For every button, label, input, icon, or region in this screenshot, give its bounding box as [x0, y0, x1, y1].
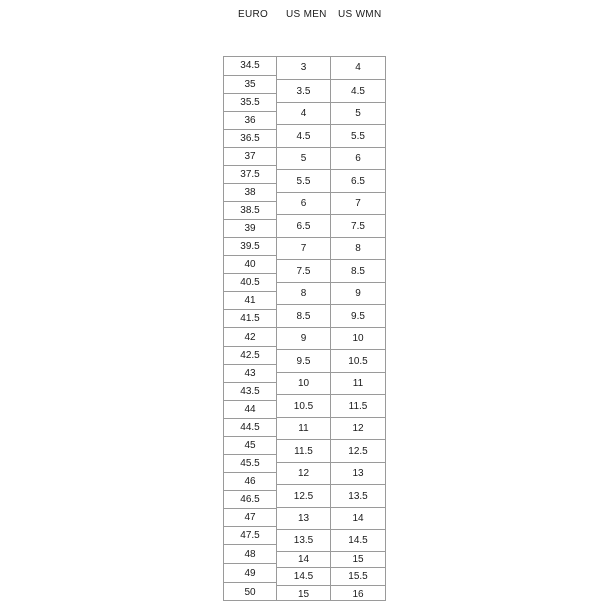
euro-column: [223, 56, 277, 601]
us-wmn-size-value: 8.5: [351, 265, 365, 277]
us-wmn-size-cell: [331, 507, 385, 529]
us-wmn-size-cell: [331, 124, 385, 147]
us-men-size-value: 9.5: [296, 355, 311, 367]
us-men-size-cell: [277, 79, 330, 102]
euro-size-value: 35: [244, 79, 256, 90]
euro-size-cell: [224, 237, 276, 255]
us-wmn-size-value: 7.5: [351, 220, 365, 232]
euro-size-value: 38.5: [240, 205, 260, 216]
euro-size-value: 43.5: [240, 386, 260, 397]
us-men-size-value: 3.5: [296, 85, 311, 97]
us-wmn-size-value: 12: [352, 423, 364, 434]
euro-size-value: 47.5: [240, 530, 260, 541]
us-men-size-cell: [277, 192, 330, 214]
euro-size-cell: [224, 544, 276, 563]
us-men-size-value: 8.5: [296, 310, 311, 322]
us-men-size-cell: [277, 282, 330, 304]
us-men-size-value: 11.5: [294, 445, 313, 457]
euro-size-value: 39.5: [240, 241, 260, 252]
us-men-header: US MEN: [286, 9, 327, 20]
us-men-size-cell: [277, 102, 330, 124]
euro-size-cell: [224, 563, 276, 582]
euro-size-value: 41: [244, 295, 256, 306]
us-wmn-size-value: 13: [352, 468, 364, 479]
euro-size-value: 41.5: [240, 313, 260, 324]
us-wmn-size-cell: [331, 585, 385, 602]
us-wmn-size-cell: [331, 192, 385, 214]
us-wmn-size-cell: [331, 551, 385, 567]
euro-size-cell: [224, 57, 276, 75]
us-men-size-value: 11: [298, 423, 309, 434]
us-wmn-size-value: 13.5: [348, 490, 368, 502]
euro-size-value: 44.5: [240, 422, 260, 433]
euro-size-value: 45: [244, 440, 256, 451]
us-men-size-value: 3: [300, 62, 307, 73]
us-men-size-cell: [277, 507, 330, 529]
us-wmn-size-cell: [331, 372, 385, 394]
us-men-size-value: 10.5: [293, 400, 314, 412]
us-wmn-size-cell: [331, 439, 385, 462]
euro-size-value: 49: [244, 567, 256, 579]
us-wmn-size-value: 6: [355, 153, 361, 164]
euro-size-cell: [224, 508, 276, 526]
us-wmn-size-value: 4.5: [351, 85, 365, 97]
euro-size-value: 42.5: [240, 350, 260, 361]
us-wmn-size-cell: [331, 282, 385, 304]
us-men-size-value: 10: [297, 378, 310, 389]
us-wmn-size-value: 5: [355, 108, 361, 119]
euro-size-value: 38: [244, 187, 256, 198]
us-wmn-size-cell: [331, 214, 385, 237]
euro-size-value: 35.5: [240, 97, 260, 108]
us-wmn-size-value: 11.5: [348, 400, 368, 412]
us-wmn-size-cell: [331, 79, 385, 102]
euro-size-cell: [224, 454, 276, 472]
euro-size-cell: [224, 201, 276, 219]
us-wmn-size-value: 14: [352, 513, 364, 524]
euro-size-value: 37: [244, 151, 256, 162]
euro-size-value: 36.5: [240, 133, 260, 144]
us-wmn-size-value: 10: [352, 333, 364, 344]
us-men-size-cell: [277, 169, 330, 192]
us-men-size-cell: [277, 417, 330, 439]
us-men-size-value: 5.5: [296, 175, 311, 187]
euro-size-value: 42: [244, 331, 256, 343]
us-wmn-column: [331, 56, 386, 601]
us-wmn-size-value: 4: [355, 62, 361, 73]
euro-size-cell: [224, 273, 276, 291]
us-men-size-value: 9: [300, 333, 307, 344]
us-men-size-cell: [277, 214, 330, 237]
us-wmn-size-value: 12.5: [348, 445, 368, 457]
us-men-size-value: 14: [297, 554, 310, 565]
us-men-size-cell: [277, 304, 330, 327]
us-wmn-size-value: 11: [352, 378, 364, 389]
euro-size-value: 36: [244, 115, 256, 126]
euro-size-cell: [224, 490, 276, 508]
us-men-size-cell: [277, 529, 330, 551]
us-men-size-value: 14.5: [293, 571, 314, 582]
euro-size-cell: [224, 472, 276, 490]
euro-size-value: 43: [244, 368, 256, 379]
euro-size-cell: [224, 255, 276, 273]
us-men-size-cell: [277, 124, 330, 147]
euro-size-cell: [224, 418, 276, 436]
euro-size-value: 50: [244, 587, 256, 598]
euro-size-cell: [224, 183, 276, 201]
us-men-size-cell: [277, 484, 330, 507]
us-men-size-value: 13.5: [293, 535, 314, 546]
us-wmn-size-cell: [331, 259, 385, 282]
us-wmn-size-cell: [331, 147, 385, 169]
us-men-size-cell: [277, 462, 330, 484]
us-wmn-size-value: 15.5: [348, 571, 368, 582]
us-wmn-size-cell: [331, 484, 385, 507]
euro-size-cell: [224, 165, 276, 183]
us-wmn-size-value: 10.5: [348, 355, 368, 367]
euro-size-value: 37.5: [240, 169, 260, 180]
euro-size-value: 46.5: [240, 494, 260, 505]
us-men-size-value: 12.5: [293, 490, 314, 502]
euro-size-value: 45.5: [240, 458, 260, 469]
euro-size-value: 48: [244, 548, 256, 560]
euro-size-cell: [224, 400, 276, 418]
euro-size-value: 39: [244, 223, 256, 234]
us-men-size-value: 15: [297, 588, 310, 600]
us-men-size-cell: [277, 394, 330, 417]
euro-size-cell: [224, 327, 276, 346]
euro-size-cell: [224, 526, 276, 544]
us-men-size-cell: [277, 372, 330, 394]
us-men-column: [277, 56, 331, 601]
us-men-size-value: 5: [300, 153, 307, 164]
euro-size-cell: [224, 219, 276, 237]
us-men-size-value: 6: [300, 198, 307, 209]
us-men-size-cell: [277, 327, 330, 349]
us-men-size-value: 12: [297, 468, 310, 479]
us-wmn-size-value: 8: [355, 243, 361, 254]
us-men-size-value: 4.5: [296, 130, 311, 142]
us-men-size-cell: [277, 237, 330, 259]
euro-size-cell: [224, 75, 276, 93]
us-men-size-cell: [277, 57, 330, 79]
euro-size-cell: [224, 291, 276, 309]
euro-size-cell: [224, 436, 276, 454]
us-men-size-cell: [277, 567, 330, 585]
us-men-size-value: 7: [300, 243, 307, 254]
us-wmn-size-value: 6.5: [351, 175, 365, 187]
us-wmn-size-value: 14.5: [348, 535, 368, 546]
us-men-size-cell: [277, 585, 330, 602]
us-wmn-header: US WMN: [338, 9, 382, 20]
us-wmn-size-cell: [331, 57, 385, 79]
euro-size-cell: [224, 147, 276, 165]
euro-size-value: 34.5: [240, 60, 260, 71]
us-men-size-value: 13: [297, 513, 310, 524]
us-men-size-value: 4: [300, 108, 307, 119]
us-men-size-cell: [277, 147, 330, 169]
us-wmn-size-value: 15: [352, 554, 364, 565]
us-men-size-cell: [277, 439, 330, 462]
euro-size-value: 40: [244, 259, 256, 270]
us-wmn-size-value: 16: [352, 588, 364, 600]
us-wmn-size-cell: [331, 304, 385, 327]
euro-size-cell: [224, 382, 276, 400]
us-wmn-size-cell: [331, 327, 385, 349]
euro-size-cell: [224, 93, 276, 111]
euro-size-value: 46: [244, 476, 256, 487]
us-wmn-size-cell: [331, 567, 385, 585]
euro-size-cell: [224, 364, 276, 382]
us-wmn-size-cell: [331, 394, 385, 417]
us-men-size-cell: [277, 259, 330, 282]
us-men-size-value: 6.5: [296, 220, 311, 232]
us-wmn-size-value: 5.5: [351, 130, 365, 142]
euro-size-cell: [224, 346, 276, 364]
euro-size-cell: [224, 129, 276, 147]
us-men-size-cell: [277, 551, 330, 567]
euro-size-cell: [224, 111, 276, 129]
euro-header: EURO: [238, 9, 269, 20]
us-wmn-size-value: 9.5: [351, 310, 365, 322]
us-wmn-size-cell: [331, 169, 385, 192]
us-wmn-size-value: 7: [355, 198, 361, 209]
euro-size-value: 40.5: [240, 277, 260, 288]
us-wmn-size-cell: [331, 529, 385, 551]
euro-size-cell: [224, 309, 276, 327]
euro-size-value: 47: [244, 512, 256, 523]
us-wmn-size-cell: [331, 417, 385, 439]
euro-size-cell: [224, 582, 276, 602]
us-wmn-size-cell: [331, 237, 385, 259]
us-wmn-size-cell: [331, 462, 385, 484]
euro-size-value: 44: [244, 404, 256, 415]
us-wmn-size-cell: [331, 102, 385, 124]
us-men-size-cell: [277, 349, 330, 372]
us-men-size-value: 8: [300, 288, 307, 299]
us-men-size-value: 7.5: [296, 265, 311, 277]
us-wmn-size-cell: [331, 349, 385, 372]
us-wmn-size-value: 9: [355, 288, 361, 299]
